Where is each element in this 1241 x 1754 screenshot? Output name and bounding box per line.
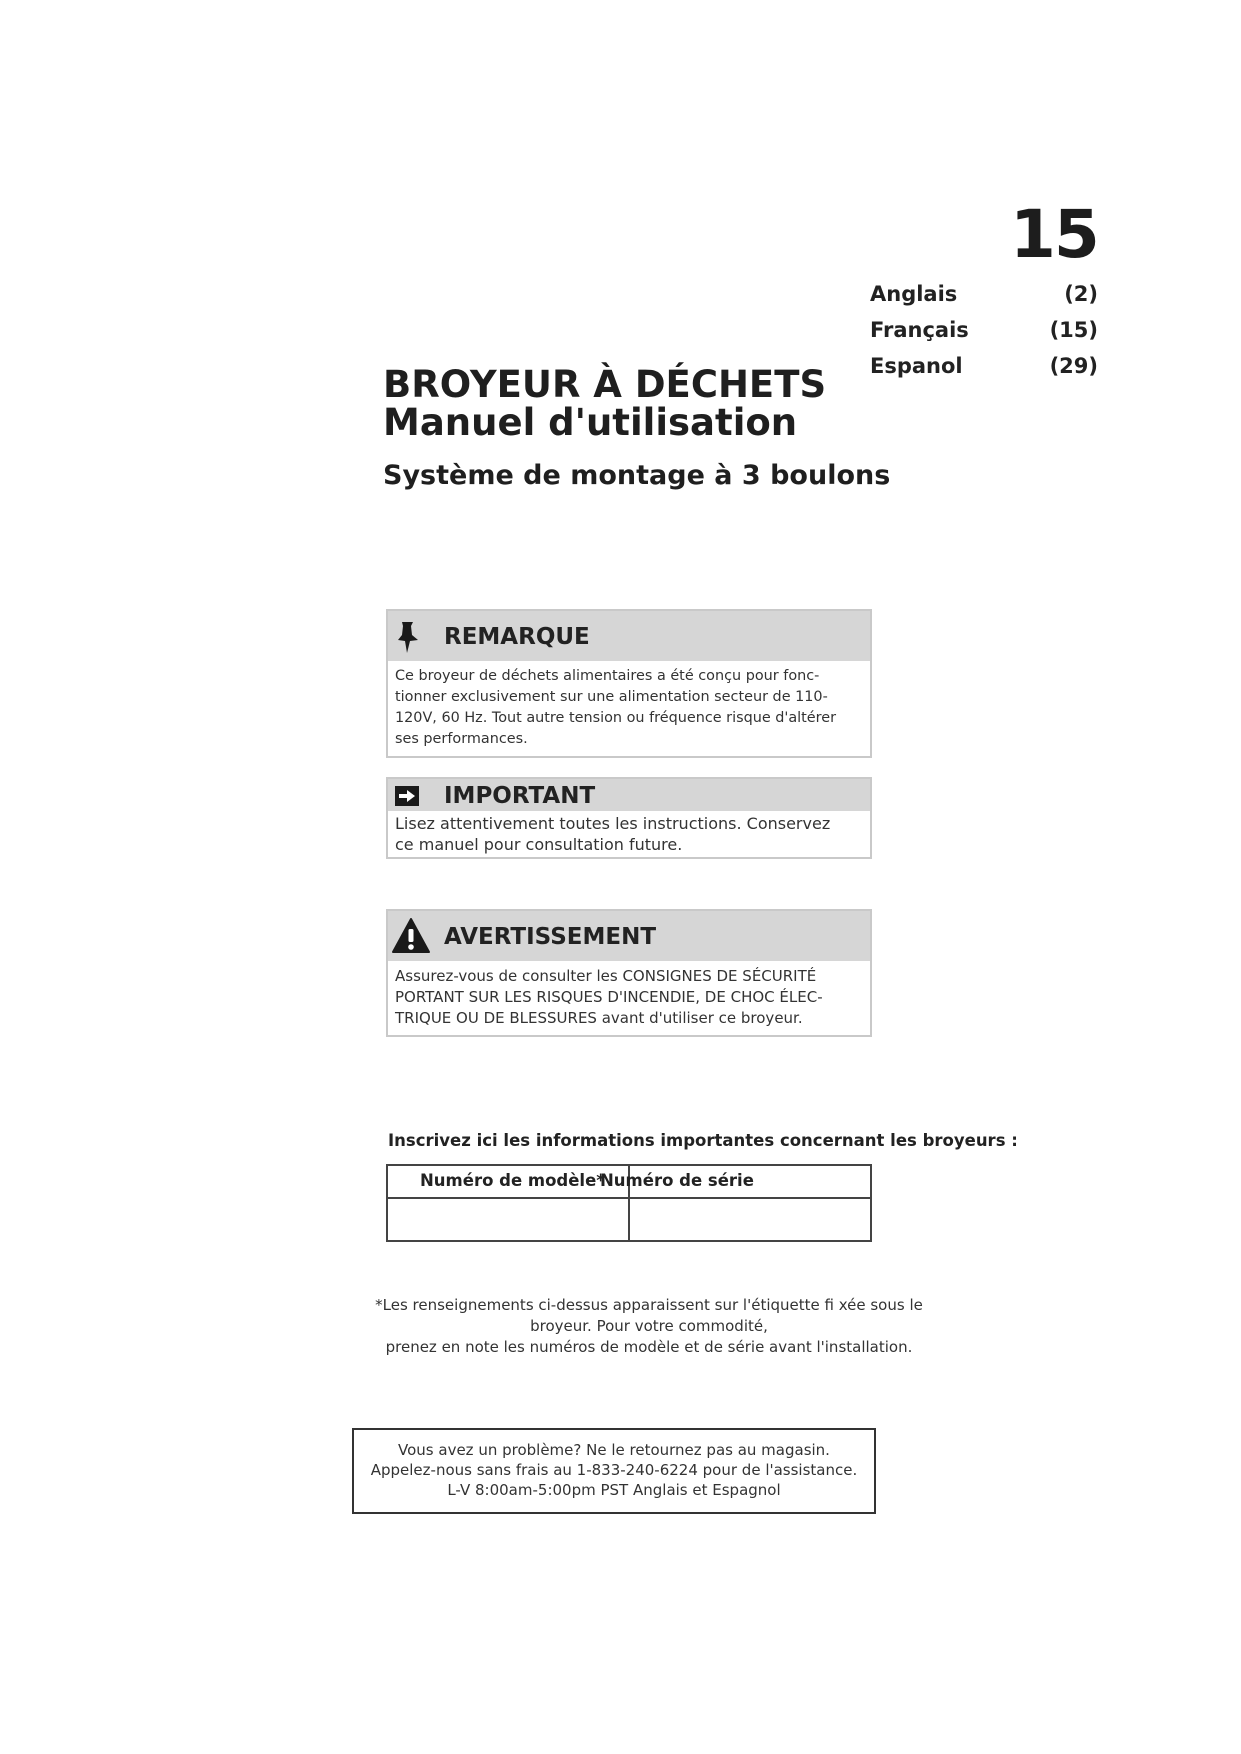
language-index-english [870, 282, 1098, 316]
notice-line: TRIQUE OU DE BLESSURES avant d'utiliser ce broyeur. [395, 1009, 803, 1027]
language-page: (15) [1049, 318, 1098, 342]
pushpin-icon [393, 620, 423, 654]
notice-important [386, 777, 872, 859]
notice-remarque [386, 609, 872, 758]
language-index-french [870, 318, 1098, 352]
notice-line: Lisez attentivement toutes les instructions. Conservez [395, 814, 831, 833]
notice-line: tionner exclusivement sur une alimentation secteur de 110- [395, 689, 828, 705]
title-line-1: BROYEUR À DÉCHETS [383, 363, 827, 406]
language-index-spanish [870, 354, 1098, 388]
notice-avertissement [386, 909, 872, 1037]
language-page: (29) [1049, 354, 1098, 378]
help-box [352, 1428, 876, 1514]
help-line: L-V 8:00am-5:00pm PST Anglais et Espagnol [447, 1481, 781, 1499]
page-number: 15 [1010, 196, 1098, 273]
notice-body [388, 811, 870, 857]
notice-header [388, 911, 870, 961]
record-table [386, 1164, 872, 1242]
document-subtitle: Système de montage à 3 boulons [383, 460, 891, 491]
notice-line: Assurez-vous de consulter les CONSIGNES DE SÉCURITÉ [395, 967, 817, 985]
notice-label: REMARQUE [444, 624, 590, 650]
title-line-2: Manuel d'utilisation [383, 401, 798, 444]
language-name: Espanol [870, 354, 963, 378]
notice-label: AVERTISSEMENT [444, 924, 657, 950]
help-line: Appelez-nous sans frais au 1-833-240-6224 pour de l'assistance. [370, 1461, 858, 1479]
help-text [354, 1440, 874, 1500]
footnote-line: prenez en note les numéros de modèle et de série avant l'installation. [385, 1338, 913, 1356]
warning-triangle-icon [391, 917, 431, 955]
model-number-header: Numéro de modèle* [420, 1171, 605, 1190]
footnote-line: *Les renseignements ci-dessus apparaissent sur l'étiquette fi xée sous le [375, 1296, 923, 1314]
notice-body [388, 961, 870, 1035]
help-line: Vous avez un problème? Ne le retournez pas au magasin. [398, 1441, 830, 1459]
notice-header [388, 611, 870, 661]
footnote [346, 1295, 952, 1358]
notice-line: PORTANT SUR LES RISQUES D'INCENDIE, DE CHOC ÉLEC- [395, 988, 823, 1006]
notice-line: 120V, 60 Hz. Tout autre tension ou fréquence risque d'altérer [395, 710, 837, 726]
notice-label: IMPORTANT [444, 783, 596, 809]
language-name: Anglais [870, 282, 958, 306]
notice-header [388, 779, 870, 811]
notice-line: ses performances. [395, 731, 528, 747]
arrow-right-icon [393, 784, 423, 808]
language-name: Français [870, 318, 969, 342]
record-heading: Inscrivez ici les informations importantes concernant les broyeurs : [388, 1131, 1018, 1150]
notice-line: ce manuel pour consultation future. [395, 835, 683, 854]
notice-body [388, 661, 870, 756]
language-page: (2) [1064, 282, 1098, 306]
footnote-line: broyeur. Pour votre commodité, [530, 1317, 768, 1335]
notice-line: Ce broyeur de déchets alimentaires a été conçu pour fonc- [395, 668, 820, 684]
document-title [383, 363, 827, 444]
serial-number-header: Numéro de série [600, 1171, 754, 1190]
